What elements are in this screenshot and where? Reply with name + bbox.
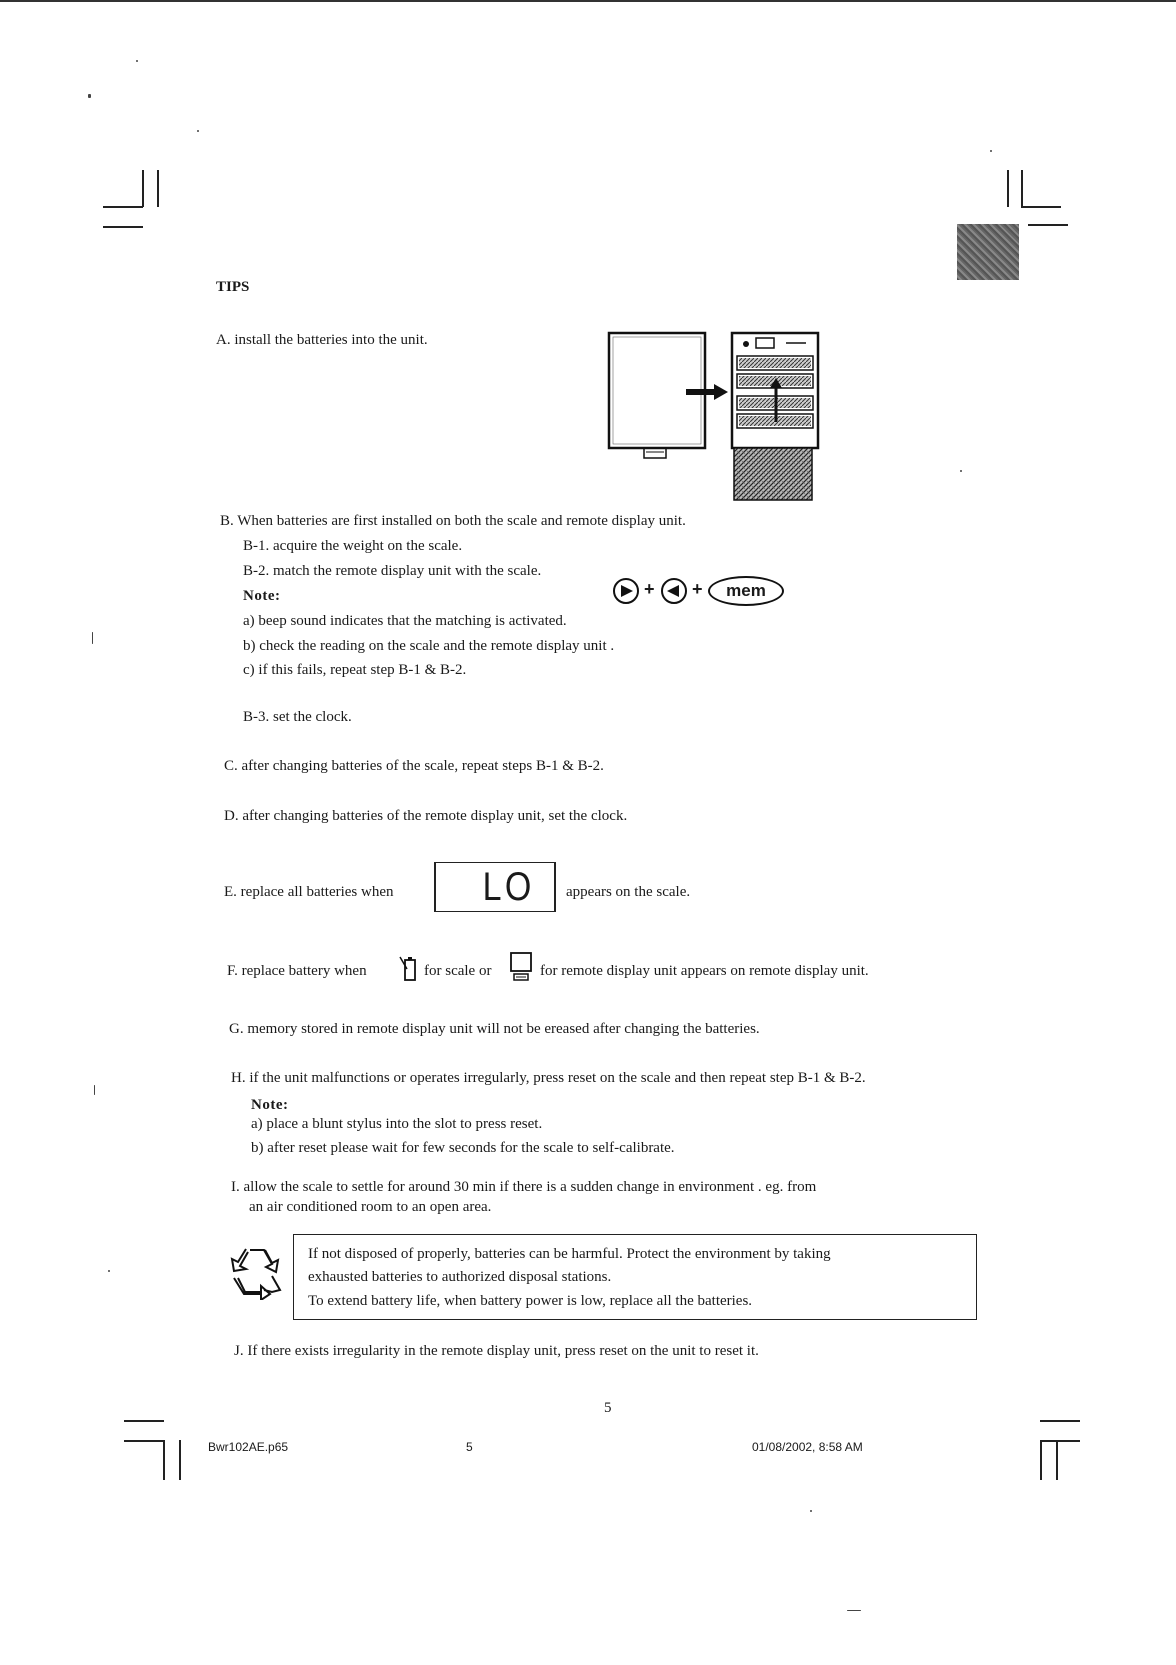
tip-d: D. after changing batteries of the remote display unit, set the clock. [224,808,628,824]
note-h-b: b) after reset please wait for few seconds for the scale to self-calibrate. [251,1140,675,1156]
button-combo [612,574,796,606]
tip-e-suffix: appears on the scale. [566,884,691,900]
recycle-icon [228,1244,286,1300]
tip-e-prefix: E. replace all batteries when [224,884,394,900]
top-border [0,0,1176,2]
tip-i-line1: I. allow the scale to settle for around 30 min if there is a sudden change in environment . eg. from [231,1179,817,1195]
tip-b1: B-1. acquire the weight on the scale. [243,538,463,554]
tip-i-line2: an air conditioned room to an open area. [249,1199,492,1215]
tip-f-prefix: F. replace battery when [227,963,367,979]
note-b-c: c) if this fails, repeat step B-1 & B-2. [243,662,467,678]
page-number: 5 [604,1400,612,1416]
tip-b3: B-3. set the clock. [243,709,352,725]
tip-c: C. after changing batteries of the scale, repeat steps B-1 & B-2. [224,758,604,774]
note-h-a: a) place a blunt stylus into the slot to press reset. [251,1116,543,1132]
tip-g: G. memory stored in remote display unit will not be ereased after changing the batteries. [229,1021,760,1037]
tip-f-suffix: for remote display unit appears on remote display unit. [540,963,869,979]
footer-page: 5 [466,1440,473,1454]
lcd-text: LO [482,865,535,909]
notice-line-3: To extend battery life, when battery power is low, replace all the batteries. [308,1293,753,1309]
footer-filename: Bwr102AE.p65 [208,1440,289,1454]
page-heading: TIPS [216,279,250,295]
mem-label: mem [726,581,766,600]
remote-battery-icon [509,951,533,983]
tip-a: A. install the batteries into the unit. [216,332,428,348]
note-b-a: a) beep sound indicates that the matching is activated. [243,613,567,629]
tip-b: B. When batteries are first installed on both the scale and remote display unit. [220,513,686,529]
note-b-b: b) check the reading on the scale and the remote display unit . [243,638,615,654]
disposal-notice-box [293,1234,977,1320]
lcd-lo-display [434,862,556,912]
notice-line-2: exhausted batteries to authorized disposal stations. [308,1269,612,1285]
note-label-b: Note: [243,588,281,604]
scale-battery-icon [399,955,419,983]
right-arrow-button-icon [612,577,640,605]
note-label-h: Note: [251,1097,289,1113]
mem-button [708,576,784,606]
plus-sign: + [692,579,703,599]
tip-h: H. if the unit malfunctions or operates irregularly, press reset on the scale and then repeat step B-1 & B-2. [231,1070,866,1086]
tip-b2: B-2. match the remote display unit with the scale. [243,563,542,579]
battery-diagram [606,330,826,506]
left-arrow-button-icon [660,577,688,605]
notice-line-1: If not disposed of properly, batteries can be harmful. Protect the environment by taking [308,1246,831,1262]
tip-f-middle: for scale or [424,963,492,979]
plus-sign: + [644,579,655,599]
tip-j: J. If there exists irregularity in the remote display unit, press reset on the unit to reset it. [234,1343,759,1359]
registration-mark [957,224,1019,280]
footer-timestamp: 01/08/2002, 8:58 AM [752,1440,863,1454]
